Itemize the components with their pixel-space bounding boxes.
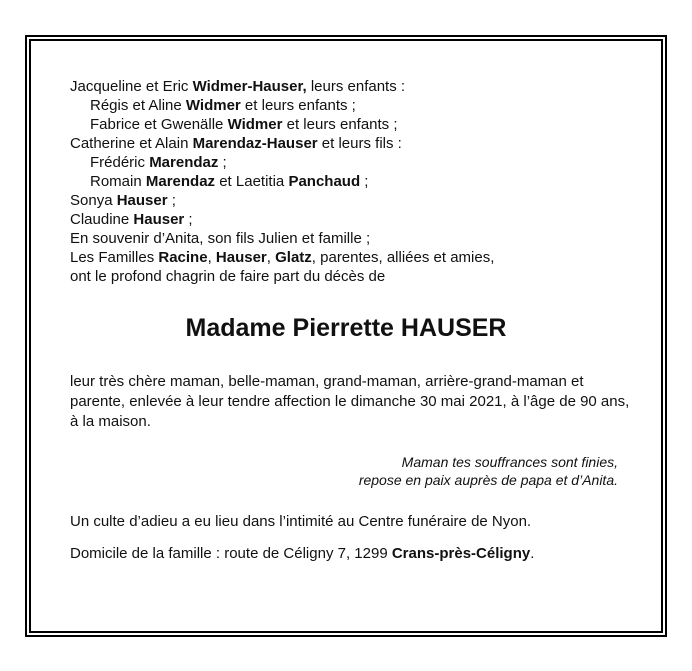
family-line-2: Régis et Aline Widmer et leurs enfants ; bbox=[90, 97, 356, 114]
family-line-3: Fabrice et Gwenälle Widmer et leurs enfants ; bbox=[90, 116, 398, 133]
epitaph-quote bbox=[300, 453, 618, 489]
family-line-4: Catherine et Alain Marendaz-Hauser et leurs fils : bbox=[70, 135, 402, 152]
ceremony-notice: Un culte d’adieu a eu lieu dans l’intimité au Centre funéraire de Nyon. bbox=[70, 513, 532, 530]
family-line-9: En souvenir d’Anita, son fils Julien et famille ; bbox=[70, 230, 371, 247]
family-line-7: Sonya Hauser ; bbox=[70, 192, 176, 209]
deceased-name: Madame Pierrette HAUSER bbox=[185, 314, 507, 342]
family-line-5: Frédéric Marendaz ; bbox=[90, 154, 227, 171]
family-address: Domicile de la famille : route de Céligny 7, 1299 Crans-près-Céligny. bbox=[70, 545, 535, 562]
family-line-10: Les Familles Racine, Hauser, Glatz, parentes, alliées et amies, bbox=[70, 249, 495, 266]
tribute-paragraph: leur très chère maman, belle-maman, grand-maman, arrière-grand-maman et parente, enlevée à leur tendre affection le dimanche 30 mai 2021, à l’âge de 90 ans, à la maison. bbox=[70, 373, 630, 430]
quote-line-1: Maman tes souffrances sont finies, bbox=[401, 454, 618, 470]
announcement-line: ont le profond chagrin de faire part du décès de bbox=[70, 268, 386, 285]
family-line-8: Claudine Hauser ; bbox=[70, 211, 193, 228]
family-line-6: Romain Marendaz et Laetitia Panchaud ; bbox=[90, 173, 369, 190]
family-line-1: Jacqueline et Eric Widmer-Hauser, leurs enfants : bbox=[70, 78, 406, 95]
family-list bbox=[70, 77, 622, 286]
quote-line-2: repose en paix auprès de papa et d’Anita. bbox=[358, 472, 618, 488]
